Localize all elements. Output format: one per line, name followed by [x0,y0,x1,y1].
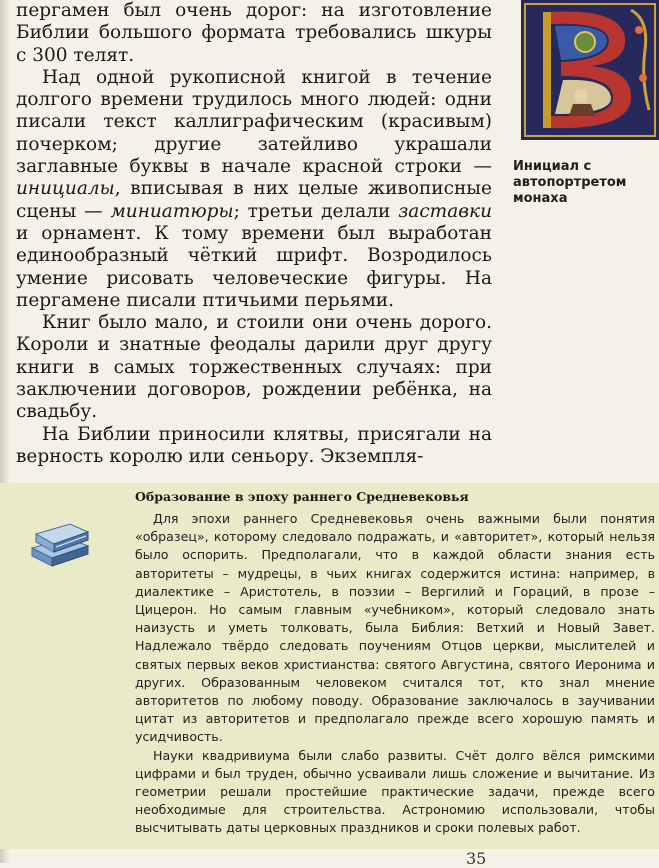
text-run: Над одной рукописной книгой в течение долгого времени трудилось много людей: одни писали текст каллиграфическим (красивым) почерком; другие затейливо украшали заглавные буквы в начале красной строки — [16,66,492,178]
text-run: ; третьи делали [233,200,399,222]
text-run: , вписывая в них целые живописные сцены — [16,178,492,222]
figure-caption: Инициал с автопортретом монаха [513,159,627,206]
main-text-column [16,0,492,468]
term-miniatures: миниатюры [110,200,234,222]
books-icon [28,518,92,574]
text-run: и орнамент. К тому времени был выработан единообразный чёткий шрифт. Возродилось умение рисовать человеческие фигуры. На пергамене писали птичьими перьями. [16,222,492,311]
page-number: 35 [466,849,487,868]
initial-letter-icon [521,0,659,140]
term-headpieces: заставки [398,200,492,222]
main-paragraph-1: пергамен был очень дорог: на изготовление Библии большого формата требовались шкуры с 300 телят. [16,0,492,66]
main-paragraph-4: На Библии приносили клятвы, присягали на верность королю или сеньору. Экземпля- [16,423,492,467]
term-initials: инициалы [16,178,115,200]
sidebar-text [135,510,655,838]
sidebar-title: Образование в эпоху раннего Средневековья [135,489,469,504]
sidebar-paragraph-1: Для эпохи раннего Средневековья очень важными были понятия «образец», которому следовало подражать, и «авторитет», который нельзя было оспорить. Предполагали, что в каждой области знания есть авторитеты – мудрецы, в чьих книгах содержится истина: например, в диалектике – Аристотель, в поэзии – Вергилий и Гораций, в прозе – Цицерон. Но самым главным «учебником», который следовало знать наизусть и уметь толковать, была Библия: Ветхий и Новый Завет. Надлежало твёрдо следовать поучениям Отцов церкви, мыслителей и святых первых веков христианства: святого Августина, святого Иеронима и других. Образованным человеком считался тот, кто знал мнение авторитетов по любому поводу. Образование заключалось в заучивании цитат из авторитетов и предполагало прежде всего хорошую память и усидчивость. [135,511,655,745]
main-paragraph-3: Книг было мало, и стоили они очень дорого. Короли и знатные феодалы дарили друг другу книги в самых торжественных случаях: при заключении договоров, рождении ребёнка, на свадьбу. [16,312,492,423]
illuminated-initial-image [521,0,659,140]
main-paragraph-2 [16,67,492,312]
sidebar-paragraph-2: Науки квадривиума были слабо развиты. Счёт долго вёлся римскими цифрами и был труден, обычно усваивали лишь сложение и вычитание. Из геометрии решали простейшие практические задачи, прежде всего необходимые для строительства. Астрономию использовали, чтобы высчитывать даты церковных праздников и сроки полевых работ. [135,747,655,836]
